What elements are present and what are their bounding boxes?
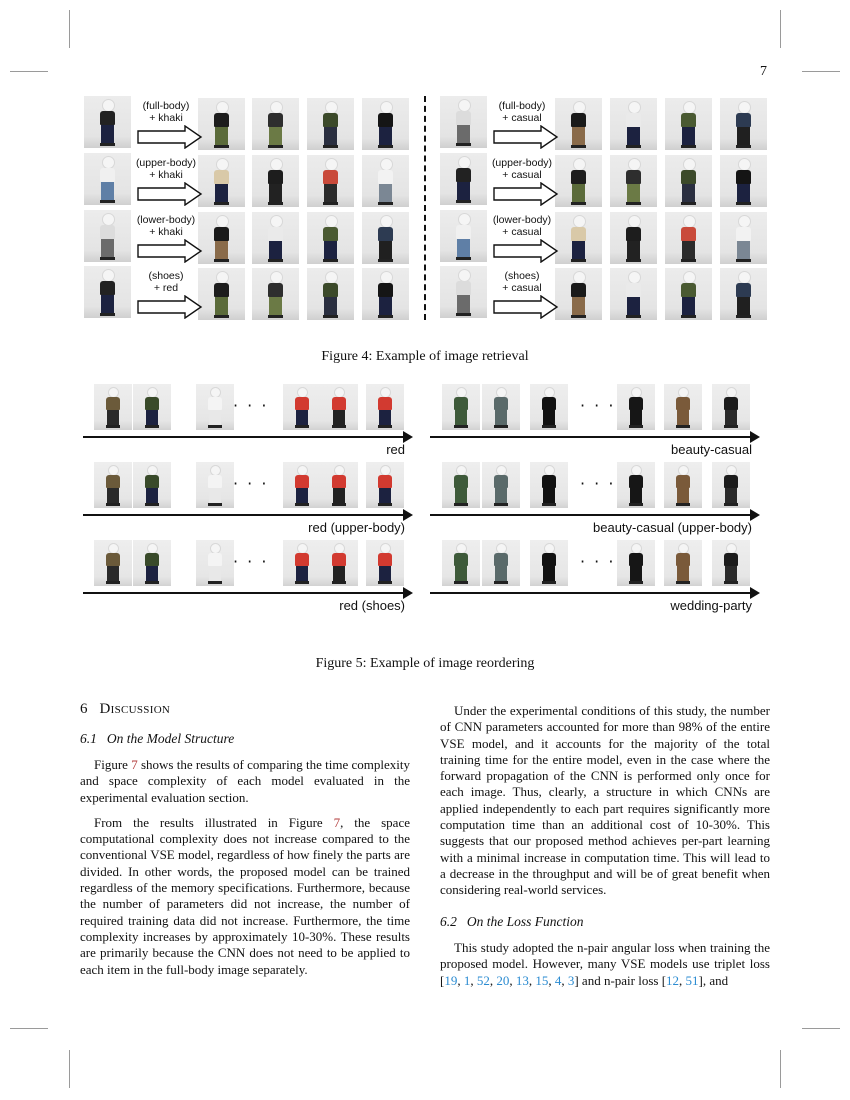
ranking-arrow-left bbox=[83, 592, 405, 594]
figure-4-caption: Figure 4: Example of image retrieval bbox=[321, 349, 529, 364]
ranked-outfit-image bbox=[482, 384, 520, 430]
ranked-outfit-image bbox=[664, 462, 702, 508]
section-number: 6 bbox=[80, 701, 88, 717]
crop-mark bbox=[10, 71, 48, 72]
query-label bbox=[477, 100, 567, 124]
text-run: , bbox=[509, 972, 516, 988]
subsection-number: 6.2 bbox=[440, 914, 457, 929]
retrieved-outfit-image bbox=[362, 268, 409, 320]
query-label bbox=[477, 157, 567, 181]
citation-link[interactable]: 1 bbox=[463, 972, 471, 988]
text-run: , bbox=[470, 972, 477, 988]
paragraph: Under the experimental conditions of this study, the number of CNN parameters accounted for more than 98% of the entire VSE model, and it accounts for the majority of the total training time for the entire model, even in the case where the forward propagation of the CNN is performed only once for each image. Thus, clearly, a structure in which CNNs are applied independently to each part requires significantly more computation time than an additional cost of 10-30%. This suggests that our proposed method achieves per-part learning with a minimal increase in computation time. This will lead to a decrease in the throughput and will be of great benefit when considering real-world services. bbox=[440, 703, 770, 898]
citation-link[interactable]: 15 bbox=[535, 972, 549, 988]
ranked-outfit-image bbox=[283, 540, 321, 586]
query-arrow-icon bbox=[493, 239, 559, 263]
query-part: (upper-body) bbox=[491, 157, 553, 169]
text-run: This study adopted the n-pair angular loss when training the proposed model. However, many VSE models use triplet loss [ bbox=[440, 940, 770, 988]
retrieved-outfit-image bbox=[307, 268, 354, 320]
text-run: , the space computational complexity does not increase compared to the conventional VSE model, regardless of how finely the parts are divided. In other words, the proposed model can be trained regardless of the memory specifications. Furthermore, because the number of parameters did not increase, the number of required training data did not increase. Furthermore, the time complexity increases by approximately 10-30%. These results are primarily because the CNN does not need to be applied to each item in the full-body image separately. bbox=[80, 814, 410, 977]
ellipsis-dots: · · · bbox=[580, 552, 616, 571]
paragraph bbox=[440, 940, 770, 989]
figure-4-divider bbox=[424, 96, 426, 320]
citation-link[interactable]: 52 bbox=[476, 972, 490, 988]
text-run: ], and bbox=[698, 972, 729, 988]
citation-link[interactable]: 51 bbox=[685, 972, 699, 988]
ranked-outfit-image bbox=[712, 384, 750, 430]
ranking-label: red bbox=[386, 442, 405, 457]
crop-mark bbox=[802, 71, 840, 72]
query-label bbox=[121, 270, 211, 294]
query-attribute: + casual bbox=[502, 169, 542, 181]
ranked-outfit-image bbox=[442, 540, 480, 586]
retrieved-outfit-image bbox=[252, 155, 299, 207]
text-run: Figure bbox=[94, 757, 132, 772]
retrieved-outfit-image bbox=[362, 212, 409, 264]
ranking-arrow-left bbox=[83, 436, 405, 438]
query-label bbox=[121, 100, 211, 124]
retrieved-outfit-image bbox=[307, 98, 354, 150]
retrieved-outfit-image bbox=[610, 98, 657, 150]
query-attribute: + casual bbox=[502, 112, 542, 124]
ranked-outfit-image bbox=[664, 384, 702, 430]
citation-link[interactable]: 12 bbox=[666, 972, 680, 988]
ranked-outfit-image bbox=[366, 384, 404, 430]
retrieved-outfit-image bbox=[610, 268, 657, 320]
page-number: 7 bbox=[760, 64, 767, 79]
text-run: , bbox=[561, 972, 568, 988]
query-attribute: + casual bbox=[502, 282, 542, 294]
citation-link[interactable]: 3 bbox=[567, 972, 575, 988]
paragraph bbox=[80, 815, 410, 978]
ranked-outfit-image bbox=[712, 540, 750, 586]
text-run: , bbox=[457, 972, 464, 988]
retrieved-outfit-image bbox=[720, 212, 767, 264]
query-label bbox=[477, 270, 567, 294]
query-arrow-icon bbox=[493, 125, 559, 149]
figure-link[interactable]: 7 bbox=[131, 757, 138, 772]
ranked-outfit-image bbox=[530, 384, 568, 430]
ranked-outfit-image bbox=[366, 540, 404, 586]
ranked-outfit-image bbox=[366, 462, 404, 508]
section-heading bbox=[80, 701, 170, 718]
ranking-label: beauty-casual (upper-body) bbox=[593, 520, 752, 535]
ellipsis-dots: · · · bbox=[233, 552, 269, 571]
query-arrow-icon bbox=[137, 239, 203, 263]
query-arrow-icon bbox=[493, 295, 559, 319]
ranked-outfit-image bbox=[283, 384, 321, 430]
ranking-arrow-right bbox=[430, 514, 752, 516]
ranked-outfit-image bbox=[530, 540, 568, 586]
query-attribute: + khaki bbox=[149, 226, 183, 238]
left-column bbox=[80, 757, 410, 987]
retrieved-outfit-image bbox=[665, 98, 712, 150]
retrieved-outfit-image bbox=[720, 98, 767, 150]
ranked-outfit-image bbox=[482, 540, 520, 586]
citation-link[interactable]: 13 bbox=[515, 972, 529, 988]
crop-mark bbox=[802, 1028, 840, 1029]
query-part: (shoes) bbox=[504, 270, 540, 282]
query-attribute: + casual bbox=[502, 226, 542, 238]
citation-link[interactable]: 19 bbox=[444, 972, 458, 988]
ellipsis-dots: · · · bbox=[580, 474, 616, 493]
text-run: , bbox=[679, 972, 686, 988]
ranked-outfit-image bbox=[94, 462, 132, 508]
section-title: Discussion bbox=[99, 701, 171, 717]
text-run: ] and n-pair loss [ bbox=[574, 972, 667, 988]
ranked-outfit-image bbox=[133, 462, 171, 508]
citation-link[interactable]: 20 bbox=[496, 972, 510, 988]
paragraph bbox=[80, 757, 410, 806]
ranked-outfit-image bbox=[94, 384, 132, 430]
figure-link[interactable]: 7 bbox=[333, 814, 341, 830]
query-attribute: + khaki bbox=[149, 112, 183, 124]
ranked-outfit-image bbox=[320, 462, 358, 508]
ranking-label: wedding-party bbox=[670, 598, 752, 613]
subsection-number: 6.1 bbox=[80, 731, 97, 746]
query-arrow-icon bbox=[137, 182, 203, 206]
retrieved-outfit-image bbox=[252, 98, 299, 150]
ranked-outfit-image bbox=[664, 540, 702, 586]
ranked-outfit-image bbox=[442, 384, 480, 430]
retrieved-outfit-image bbox=[610, 155, 657, 207]
retrieved-outfit-image bbox=[720, 155, 767, 207]
query-arrow-icon bbox=[137, 125, 203, 149]
ranked-outfit-image bbox=[283, 462, 321, 508]
ranking-arrow-right bbox=[430, 592, 752, 594]
text-run: , bbox=[548, 972, 555, 988]
ranked-outfit-image bbox=[482, 462, 520, 508]
retrieved-outfit-image bbox=[665, 155, 712, 207]
query-arrow-icon bbox=[493, 182, 559, 206]
ranked-outfit-image bbox=[196, 540, 234, 586]
subsection-title: On the Model Structure bbox=[106, 731, 235, 746]
query-label bbox=[477, 214, 567, 238]
ranked-outfit-image bbox=[133, 540, 171, 586]
retrieved-outfit-image bbox=[665, 212, 712, 264]
retrieved-outfit-image bbox=[252, 268, 299, 320]
query-label bbox=[121, 214, 211, 238]
ranked-outfit-image bbox=[617, 384, 655, 430]
query-label bbox=[121, 157, 211, 181]
retrieved-outfit-image bbox=[362, 155, 409, 207]
ranked-outfit-image bbox=[320, 384, 358, 430]
retrieved-outfit-image bbox=[610, 212, 657, 264]
crop-mark bbox=[10, 1028, 48, 1029]
ranked-outfit-image bbox=[196, 462, 234, 508]
query-part: (shoes) bbox=[148, 270, 184, 282]
ranking-label: red (upper-body) bbox=[308, 520, 405, 535]
ranked-outfit-image bbox=[530, 462, 568, 508]
citation-link[interactable]: 4 bbox=[554, 972, 562, 988]
ranking-label: beauty-casual bbox=[671, 442, 752, 457]
query-part: (lower-body) bbox=[136, 214, 196, 226]
right-column bbox=[440, 703, 770, 908]
ranked-outfit-image bbox=[94, 540, 132, 586]
crop-mark bbox=[69, 10, 70, 48]
subsection-title: On the Loss Function bbox=[466, 914, 584, 929]
crop-mark bbox=[780, 1050, 781, 1088]
retrieved-outfit-image bbox=[252, 212, 299, 264]
retrieved-outfit-image bbox=[362, 98, 409, 150]
ranked-outfit-image bbox=[196, 384, 234, 430]
ranked-outfit-image bbox=[617, 540, 655, 586]
ranked-outfit-image bbox=[442, 462, 480, 508]
ellipsis-dots: · · · bbox=[233, 396, 269, 415]
ranking-arrow-left bbox=[83, 514, 405, 516]
subsection-heading bbox=[440, 914, 584, 930]
retrieved-outfit-image bbox=[665, 268, 712, 320]
retrieved-outfit-image bbox=[720, 268, 767, 320]
text-run: , bbox=[489, 972, 497, 988]
text-run: , bbox=[528, 972, 536, 988]
crop-mark bbox=[69, 1050, 70, 1088]
ranking-label: red (shoes) bbox=[339, 598, 405, 613]
text-run: shows the results of comparing the time complexity and space complexity of each model evaluated in the experimental evaluation section. bbox=[80, 757, 410, 805]
ellipsis-dots: · · · bbox=[580, 396, 616, 415]
ranked-outfit-image bbox=[133, 384, 171, 430]
query-part: (lower-body) bbox=[492, 214, 552, 226]
query-arrow-icon bbox=[137, 295, 203, 319]
ranked-outfit-image bbox=[712, 462, 750, 508]
retrieved-outfit-image bbox=[307, 212, 354, 264]
figure-5-caption: Figure 5: Example of image reordering bbox=[315, 656, 535, 671]
crop-mark bbox=[780, 10, 781, 48]
subsection-heading bbox=[80, 731, 234, 747]
ranked-outfit-image bbox=[617, 462, 655, 508]
ellipsis-dots: · · · bbox=[233, 474, 269, 493]
ranking-arrow-right bbox=[430, 436, 752, 438]
query-part: (upper-body) bbox=[135, 157, 197, 169]
query-attribute: + khaki bbox=[149, 169, 183, 181]
query-attribute: + red bbox=[153, 282, 179, 294]
text-run: From the results illustrated in Figure bbox=[94, 814, 334, 830]
ranked-outfit-image bbox=[320, 540, 358, 586]
retrieved-outfit-image bbox=[307, 155, 354, 207]
query-part: (full-body) bbox=[498, 100, 546, 112]
query-part: (full-body) bbox=[142, 100, 190, 112]
right-column-lower bbox=[440, 940, 770, 998]
